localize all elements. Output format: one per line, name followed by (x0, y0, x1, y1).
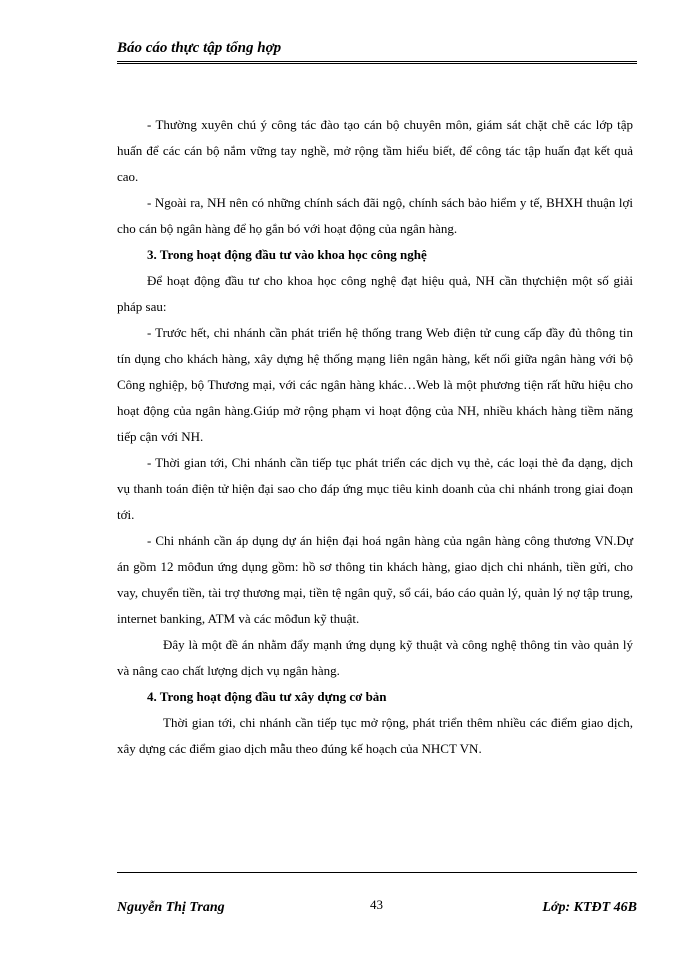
section-heading-construction: 4. Trong hoạt động đầu tư xây dựng cơ bản (147, 689, 387, 704)
paragraph-modernization: - Chi nhánh cần áp dụng dự án hiện đại hoá ngân hàng của ngân hàng công thương VN.Dự án gồm 12 môđun ứng dụng gồm: hồ sơ thông tin khách hàng, giao dịch chi nhánh, tiền gửi, cho vay, chuyển tiền, tài trợ thương mại, tiền tệ ngân quỹ, sổ cái, báo cáo quản lý, quản lý nợ tập trung, internet banking, ATM và các môđun kỹ thuật. (117, 533, 633, 626)
footer-class: Lớp: KTĐT 46B (542, 900, 637, 915)
document-body (117, 112, 633, 762)
page-number: 43 (370, 897, 383, 912)
header-title: Báo cáo thực tập tổng hợp (117, 40, 282, 56)
paragraph-project-purpose: Đây là một đề án nhằm đẩy mạnh ứng dụng kỹ thuật và công nghệ thông tin vào quản lý và nâng cao chất lượng dịch vụ ngân hàng. (117, 637, 633, 678)
footer-divider (117, 872, 637, 873)
section-heading-technology: 3. Trong hoạt động đầu tư vào khoa học công nghệ (147, 247, 427, 262)
paragraph-benefits: - Ngoài ra, NH nên có những chính sách đãi ngộ, chính sách bảo hiểm y tế, BHXH thuận lợi cho cán bộ ngân hàng để họ gắn bó với hoạt động của ngân hàng. (117, 195, 633, 236)
paragraph-training: - Thường xuyên chú ý công tác đào tạo cán bộ chuyên môn, giám sát chặt chẽ các lớp tập huấn để các cán bộ nắm vững tay nghề, mở rộng tầm hiểu biết, để công tác tập huấn đạt kết quả cao. (117, 117, 633, 184)
paragraph-web-system: - Trước hết, chi nhánh cần phát triển hệ thống trang Web điện tử cung cấp đầy đủ thông tin tín dụng cho khách hàng, xây dựng hệ thống mạng liên ngân hàng, kết nối giữa ngân hàng với bộ Công nghiệp, bộ Thương mại, với các ngân hàng khác…Web là một phương tiện rất hữu hiệu cho hoạt động của ngân hàng.Giúp mở rộng phạm vi hoạt động của NH, nhiều khách hàng tiềm năng tiếp cận với NH. (117, 325, 633, 444)
paragraph-card-services: - Thời gian tới, Chi nhánh cần tiếp tục phát triển các dịch vụ thẻ, các loại thẻ đa dạng, dịch vụ thanh toán điện tử hiện đại sao cho đáp ứng mục tiêu kinh doanh của chi nhánh trong giai đoạn tới. (117, 455, 633, 522)
paragraph-branch-expansion: Thời gian tới, chi nhánh cần tiếp tục mở rộng, phát triển thêm nhiều các điểm giao dịch, xây dựng các điểm giao dịch mẫu theo đúng kế hoạch của NHCT VN. (117, 715, 633, 756)
header-divider (117, 61, 637, 64)
paragraph-tech-intro: Để hoạt động đầu tư cho khoa học công nghệ đạt hiệu quả, NH cần thựchiện một số giải pháp sau: (117, 273, 633, 314)
footer-author: Nguyễn Thị Trang (117, 900, 225, 915)
